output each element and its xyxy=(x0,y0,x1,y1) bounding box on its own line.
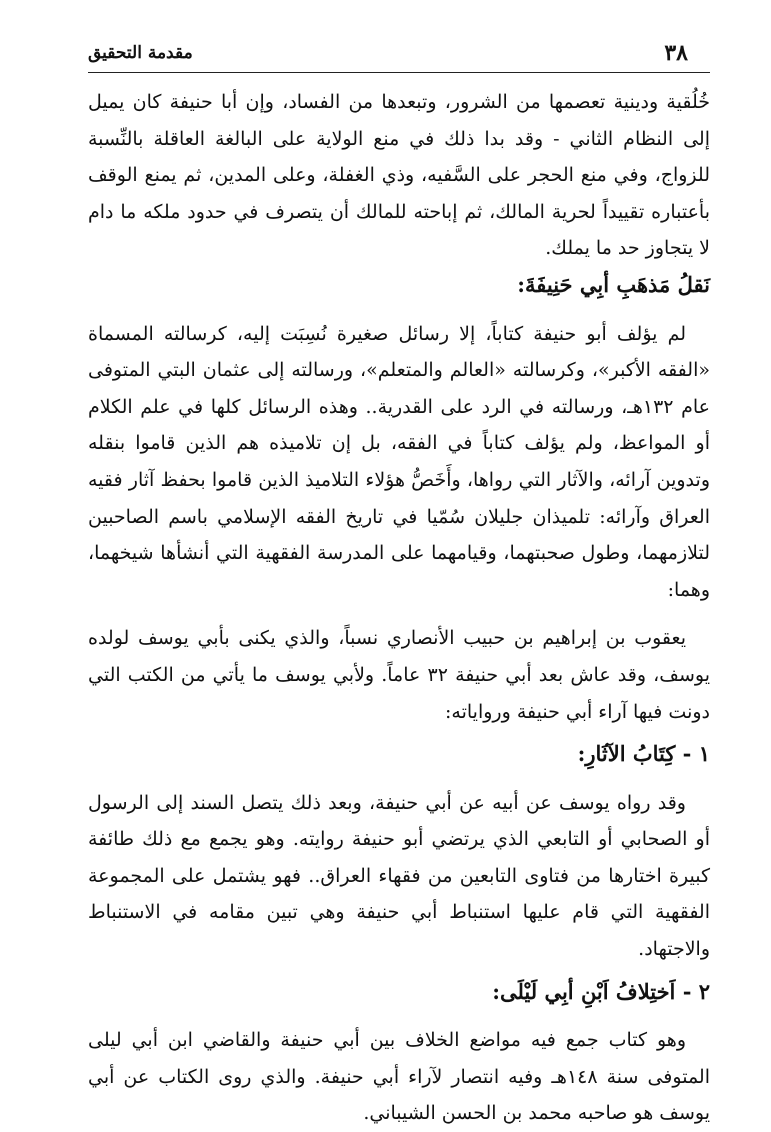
page-body xyxy=(88,84,710,1132)
page-number: ٣٨ xyxy=(664,40,688,66)
paragraph-yaqub: يعقوب بن إبراهيم بن حبيب الأنصاري نسباً، والذي يكنى بأبي يوسف لولده يوسف، وقد عاش بعد أبي حنيفة ٣٢ عاماً. ولأبي يوسف ما يأتي من الكتب التي دونت فيها آراء أبي حنيفة ورواياته: xyxy=(88,627,710,723)
section-heading-athar: ١ - كِتَابُ الآثَارِ: xyxy=(577,741,710,767)
section-heading-naql: نَقلُ مَذهَبِ أبِي حَنِيفَةَ: xyxy=(517,271,710,297)
page-header xyxy=(88,36,688,70)
running-title: مقدمة التحقيق xyxy=(88,43,193,63)
header-rule xyxy=(88,72,710,73)
paragraph-intro: خُلُقية ودينية تعصمها من الشرور، وتبعدها من الفساد، وإن أبا حنيفة كان يميل إلى النظام الثاني - وقد بدا ذلك في منع الولاية على البالغة العاقلة بالنِّسبة للزواج، وفي منع الحجر على السَّفيه، وذي الغفلة، وعلى المدين، ثم يمنع الوقف بأعتباره تقييداً لحرية المالك، ثم إباحته للمالك أن يتصرف في حدود ملكه ما دام لا يتجاوز حد ما يملك. xyxy=(88,91,710,260)
section-heading-ikhtilaf: ٢ - اَختِلافُ اَبْنِ أبِي لَيْلَى: xyxy=(492,978,710,1004)
paragraph-naql: لم يؤلف أبو حنيفة كتاباً، إلا رسائل صغيرة نُسِبَت إليه، كرسالته المسماة «الفقه الأكبر»، وكرسالته «العالم والمتعلم»، ورسالته إلى عثمان البتي المتوفى عام ١٣٢هـ، ورسالته في الرد على القدرية.. وهذه الرسائل كلها في علم الكلام أو المواعظ، ولم يؤلف كتاباً في الفقه، بل إن تلاميذه هم الذين قاموا بنقله وتدوين آرائه، والآثار التي رواها، وأَخَصُّ هؤلاء التلاميذ الذين قاموا بحفظ آثار فقيه العراق وآرائه: تلميذان جليلان سُمّيا في تاريخ الفقه الإسلامي باسم الصاحبين لتلازمهما، وطول صحبتهما، وقيامهما على المدرسة الفقهية التي أنشأها شيخهما، وهما: xyxy=(88,322,710,601)
paragraph-ikhtilaf: وهو كتاب جمع فيه مواضع الخلاف بين أبي حنيفة والقاضي ابن أبي ليلى المتوفى سنة ١٤٨هـ وفيه انتصار لآراء أبي حنيفة. والذي روى الكتاب عن أبي يوسف هو صاحبه محمد بن الحسن الشيباني. xyxy=(88,1029,710,1125)
paragraph-athar: وقد رواه يوسف عن أبيه عن أبي حنيفة، وبعد ذلك يتصل السند إلى الرسول أو الصحابي أو التابعي الذي يرتضي أبو حنيفة روايته. وهو يجمع مع ذلك طائفة كبيرة اختارها من فتاوى التابعين من فقهاء العراق.. فهو يشتمل على المجموعة الفقهية التي قام عليها استنباط أبي حنيفة وهي تبين مقامه في الاستنباط والاجتهاد. xyxy=(88,791,710,961)
